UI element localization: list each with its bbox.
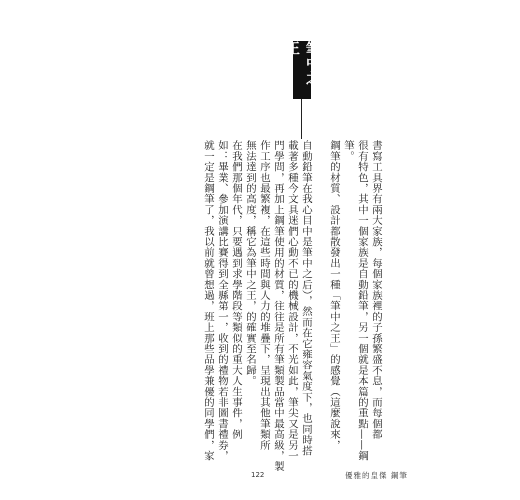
chapter-title: 筆中之王 <box>293 41 311 99</box>
text-column: 自動鉛筆在我心目中是筆中之后），然而在它雍容氣度下，也同時搭 <box>300 140 312 456</box>
text-column: 很有特色，其中一個家族是自動鉛筆，另一個就是本篇的重點——鋼 <box>356 140 368 461</box>
text-column: 如：畢業、參加演講比賽得到全縣第一，收到的禮物若非圖書禮券， <box>216 140 228 461</box>
running-head: 優雅的皇傑 鋼筆 <box>345 471 408 480</box>
text-column: 載著多種今文具迷們心動不已的機械設計，不光如此，筆尖又是另一 <box>286 140 298 461</box>
text-column: 筆。 <box>342 140 354 162</box>
title-divider <box>301 99 302 139</box>
text-column: 鋼筆的材質、設計都散發出一種「筆中之王」的感覺（這麼說來， <box>328 140 340 451</box>
text-column: 在我們那個年代，只要遇到求學階段等類似的重大人生事件，例 <box>230 140 242 440</box>
text-column: 無法達到的高度，稱它為筆中之王，的確實至名歸。 <box>244 140 256 387</box>
text-column: 就一定是鋼筆了，我以前就曾想過，班上那些品學兼優的同學們，家 <box>202 140 214 461</box>
body-text <box>115 140 383 472</box>
text-column: 門學問，再加上鋼筆使用的材質，往往是所有筆類製品當中最高級，製 <box>272 140 284 472</box>
text-column: 書寫工具界有兩大家族，每個家族裡的子孫繁盛不息，而每個都 <box>370 140 382 440</box>
page-number: 122 <box>251 471 265 479</box>
text-column: 作工序也最繁複，在這些時間與人力的堆疊下，呈現出其他筆類所 <box>258 140 270 451</box>
